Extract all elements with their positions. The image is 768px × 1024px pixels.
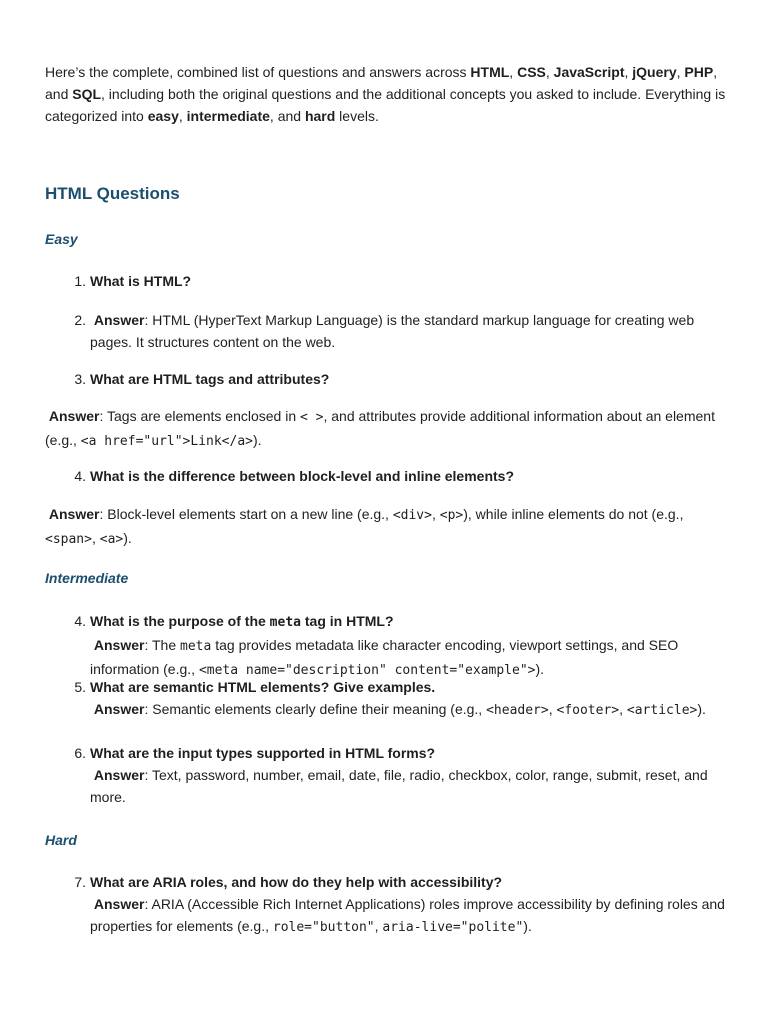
question-text: What are the input types supported in HTML forms? xyxy=(90,745,436,761)
answer-text: , xyxy=(91,530,100,546)
question-line xyxy=(90,676,728,698)
intro-bold-hard: hard xyxy=(304,108,336,124)
answer-text: : HTML (HyperText Markup Language) is the standard markup language for creating web pages. It structures content on the web. xyxy=(90,312,695,350)
intro-sep: , and xyxy=(269,108,305,124)
answer-line xyxy=(90,634,728,682)
code-snippet: < > xyxy=(300,410,324,425)
question-text: What is the difference between block-level and inline elements? xyxy=(90,468,514,484)
question-1 xyxy=(90,270,728,292)
answer-text: : The xyxy=(144,637,181,653)
code-snippet: meta xyxy=(269,615,301,630)
answer-label: Answer xyxy=(48,506,100,522)
code-snippet: <a> xyxy=(99,532,124,547)
intro-sep: , xyxy=(624,64,633,80)
answer-text: ). xyxy=(123,530,132,546)
answer-text: : Tags are elements enclosed in xyxy=(99,408,300,424)
answer-text: , xyxy=(548,701,557,717)
question-text: What is HTML? xyxy=(90,273,192,289)
list-number: 4. xyxy=(74,613,86,629)
list-number: 4. xyxy=(74,468,86,484)
intro-text: Here’s the complete, combined list of questions and answers across xyxy=(45,64,471,80)
code-snippet: <meta name="description" content="example"> xyxy=(198,663,536,678)
answer-text: , xyxy=(374,918,383,934)
intro-bold-sql: SQL xyxy=(72,86,102,102)
answer-text: : Semantic elements clearly define their meaning (e.g., xyxy=(144,701,487,717)
question-4 xyxy=(90,465,728,487)
answer-text: , xyxy=(619,701,627,717)
answer-text: tag provides metadata like character encoding, viewport settings, and SEO information (e.g., xyxy=(90,637,679,677)
intro-bold-javascript: JavaScript xyxy=(553,64,625,80)
code-snippet: role="button" xyxy=(272,920,375,935)
question-intermediate-5 xyxy=(90,676,728,722)
question-3 xyxy=(90,368,728,390)
question-hard-7 xyxy=(90,871,728,939)
intro-paragraph xyxy=(45,61,728,127)
answer-text: ), while inline elements do not (e.g., xyxy=(463,506,684,522)
answer-label: Answer xyxy=(93,767,145,783)
answer-text: ). xyxy=(252,432,262,448)
answer-line xyxy=(90,764,728,808)
question-intermediate-6 xyxy=(90,742,728,808)
code-snippet: meta xyxy=(180,639,212,654)
question-intermediate-4 xyxy=(90,610,728,682)
answer-text: ). xyxy=(535,661,545,677)
question-text: tag in HTML? xyxy=(300,613,394,629)
question-text: What are ARIA roles, and how do they help with accessibility? xyxy=(90,874,503,890)
code-snippet: <div> xyxy=(392,508,432,523)
answer-text: , xyxy=(431,506,440,522)
intro-sep: , xyxy=(676,64,685,80)
answer-label: Answer xyxy=(93,637,145,653)
code-snippet: <footer> xyxy=(556,703,620,718)
easy-heading: Easy xyxy=(45,231,78,247)
intro-bold-intermediate: intermediate xyxy=(186,108,270,124)
answer-label: Answer xyxy=(93,701,145,717)
section-title: HTML Questions xyxy=(45,184,180,203)
answer-text: ). xyxy=(697,701,706,717)
answer-text: , and attributes provide additional information about an element (e.g., xyxy=(45,408,715,448)
question-line xyxy=(90,871,728,893)
list-number: 2. xyxy=(74,312,86,328)
answer-1 xyxy=(90,309,728,353)
answer-line xyxy=(90,698,728,722)
intro-bold-css: CSS xyxy=(517,64,546,80)
answer-text: : ARIA (Accessible Rich Internet Applications) roles improve accessibility by defining roles and properties for elements (e.g., xyxy=(90,896,725,934)
answer-label: Answer xyxy=(93,896,145,912)
code-snippet: <article> xyxy=(626,703,698,718)
intro-sep: , and xyxy=(45,64,718,102)
intro-sep: , xyxy=(509,64,518,80)
list-number: 6. xyxy=(74,745,86,761)
intro-bold-jquery: jQuery xyxy=(632,64,677,80)
list-number: 7. xyxy=(74,874,86,890)
answer-text: : Block-level elements start on a new line (e.g., xyxy=(99,506,393,522)
code-snippet: <a href="url">Link</a> xyxy=(80,434,253,449)
intro-bold-php: PHP xyxy=(684,64,714,80)
answer-4 xyxy=(45,503,728,551)
list-number: 3. xyxy=(74,371,86,387)
list-number: 1. xyxy=(74,273,86,289)
intro-sep: , xyxy=(178,108,187,124)
intro-sep: , xyxy=(545,64,554,80)
answer-line xyxy=(90,893,728,939)
intro-text: , including both the original questions and the additional concepts you asked to include. Everything is categorized into xyxy=(45,86,726,124)
hard-heading: Hard xyxy=(45,832,77,848)
answer-label: Answer xyxy=(48,408,100,424)
code-snippet: <header> xyxy=(486,703,549,718)
code-snippet: aria-live="polite" xyxy=(382,920,524,935)
intro-bold-html: HTML xyxy=(470,64,510,80)
question-text: What is the purpose of the xyxy=(90,613,270,629)
question-text: What are HTML tags and attributes? xyxy=(90,371,330,387)
intermediate-heading: Intermediate xyxy=(45,570,129,586)
answer-text: : Text, password, number, email, date, file, radio, checkbox, color, range, submit, reset, and more. xyxy=(90,767,708,805)
intro-bold-easy: easy xyxy=(147,108,179,124)
question-line xyxy=(90,742,728,764)
list-number: 5. xyxy=(74,679,86,695)
answer-3 xyxy=(45,405,728,453)
code-snippet: <p> xyxy=(439,508,464,523)
code-snippet: <span> xyxy=(45,532,92,547)
question-text: What are semantic HTML elements? Give examples. xyxy=(90,679,436,695)
intro-text: levels. xyxy=(335,108,379,124)
answer-label: Answer xyxy=(93,312,145,328)
question-line xyxy=(90,610,728,634)
answer-text: ). xyxy=(523,918,532,934)
